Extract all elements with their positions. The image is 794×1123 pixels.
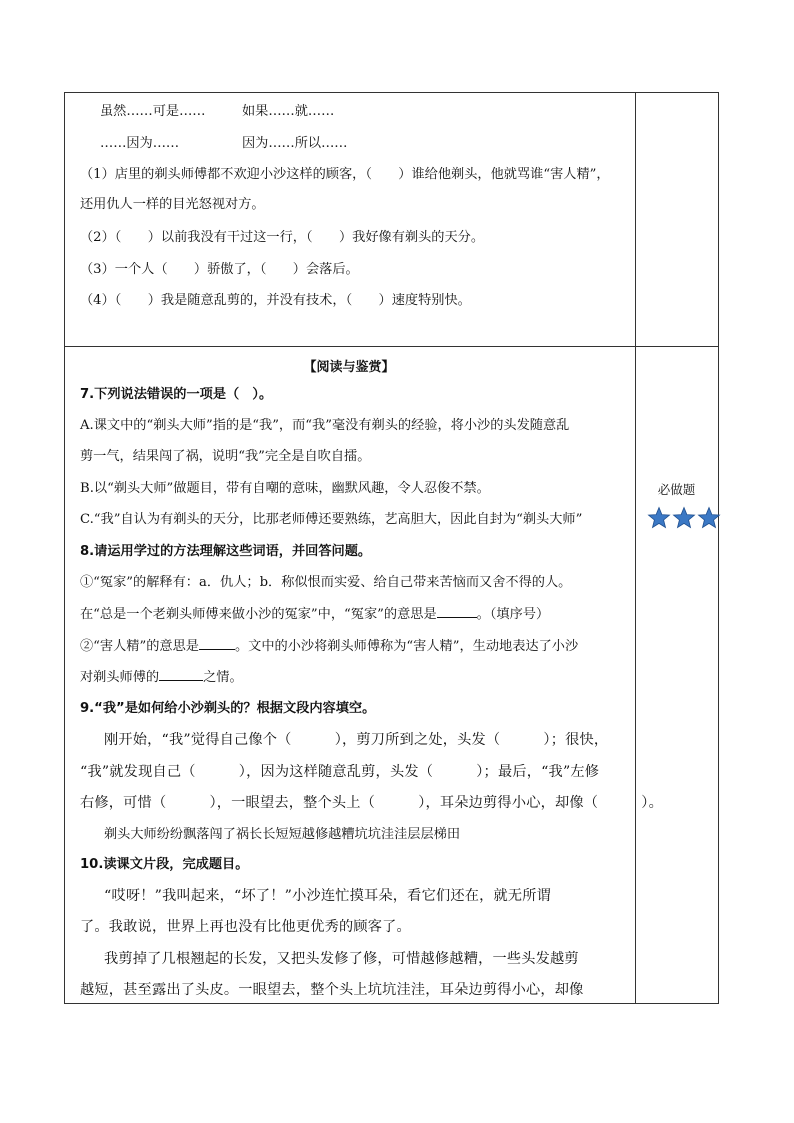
- column-divider: [635, 93, 636, 1003]
- question-7-title: 7.下列说法错误的一项是（ ）。: [80, 387, 273, 402]
- answer-blank[interactable]: [199, 637, 235, 650]
- conjunction-option: ……因为……: [100, 136, 180, 151]
- question-8-text: 之情。: [203, 670, 243, 685]
- question-1-line-1: （1）店里的剃头师傅都不欢迎小沙这样的顾客，（ ）谁给他剃头，他就骂谁“害人精”，: [80, 167, 610, 182]
- conjunction-option: 因为……所以……: [242, 136, 348, 151]
- passage-paragraph-1-line-1: “哎呀！”我叫起来，“坏了！”小沙连忙摸耳朵，看它们还在，就无所谓: [104, 888, 552, 904]
- star-icon: [697, 506, 721, 530]
- question-8-text: 对剃头师傅的: [80, 670, 160, 685]
- conjunction-option: 如果……就……: [242, 104, 335, 119]
- question-8-text: 。（填序号）: [476, 607, 550, 622]
- question-8-line-4: [80, 668, 243, 687]
- question-7-option-a-line-1: A.课文中的“剃头大师”指的是“我”，而“我”毫没有剃头的经验，将小沙的头发随意乱: [80, 418, 570, 433]
- question-9-line-2: “我”就发现自己（ ），因为这样随意乱剪，头发（ ）；最后，“我”左修: [80, 764, 600, 780]
- passage-paragraph-2-line-1: 我剪掉了几根翘起的长发，又把头发修了修，可惜越修越糟，一些头发越剪: [104, 951, 579, 967]
- question-8-title: 8.请运用学过的方法理解这些词语，并回答问题。: [80, 544, 372, 559]
- answer-blank[interactable]: [159, 668, 203, 681]
- question-8-text: 在“总是一个老剃头师傅来做小沙的冤家”中，“冤家”的意思是: [80, 607, 437, 622]
- star-icon: [672, 506, 696, 530]
- question-1-line-2: 还用仇人一样的目光怒视对方。: [80, 197, 265, 212]
- question-8-line-2: [80, 605, 549, 624]
- conjunction-option: 虽然……可是……: [100, 104, 206, 119]
- answer-blank[interactable]: [437, 605, 477, 618]
- passage-paragraph-1-line-2: 了。我敢说，世界上再也没有比他更优秀的顾客了。: [80, 919, 411, 935]
- question-8-line-3: [80, 637, 578, 656]
- question-7-option-c: C.“我”自认为有剃头的天分，比那老师傅还要熟练，艺高胆大，因此自封为“剃头大师”: [80, 512, 583, 527]
- star-icon: [647, 506, 671, 530]
- question-9-line-1: 刚开始，“我”觉得自己像个（ ），剪刀所到之处，头发（ ）；很快，: [104, 732, 609, 748]
- question-9-word-bank: 剃头大师纷纷飘落闯了祸长长短短越修越糟坑坑洼洼层层梯田: [104, 827, 461, 842]
- section-heading: 【阅读与鉴赏】: [303, 360, 395, 375]
- question-9-title: 9.“我”是如何给小沙剃头的？根据文段内容填空。: [80, 701, 376, 716]
- question-7-option-a-line-2: 剪一气，结果闯了祸，说明“我”完全是自吹自擂。: [80, 449, 371, 464]
- required-label: 必做题: [657, 482, 696, 497]
- question-10-title: 10.读课文片段，完成题目。: [80, 857, 249, 872]
- difficulty-stars: [647, 506, 721, 530]
- row-divider: [65, 346, 718, 347]
- question-8-text: 。文中的小沙将剃头师傅称为“害人精”，生动地表达了小沙: [234, 639, 579, 654]
- question-3: （3）一个人（ ）骄傲了，（ ）会落后。: [80, 262, 359, 277]
- question-7-option-b: B.以“剃头大师”做题目，带有自嘲的意味，幽默风趣，令人忍俊不禁。: [80, 481, 490, 496]
- question-4: （4）（ ）我是随意乱剪的，并没有技术，（ ）速度特别快。: [80, 293, 471, 308]
- question-2: （2）（ ）以前我没有干过这一行，（ ）我好像有剃头的天分。: [80, 230, 484, 245]
- question-9-line-3: 右修，可惜（ ），一眼望去，整个头上（ ），耳朵边剪得小心，却像（ ）。: [80, 795, 663, 811]
- question-8-text: ②“害人精”的意思是: [80, 639, 199, 654]
- question-8-line-1: ①“冤家”的解释有：a．仇人；b．称似恨而实爱、给自己带来苦恼而又舍不得的人。: [80, 575, 572, 590]
- passage-paragraph-2-line-2: 越短，甚至露出了头皮。一眼望去，整个头上坑坑洼洼，耳朵边剪得小心，却像: [80, 982, 584, 998]
